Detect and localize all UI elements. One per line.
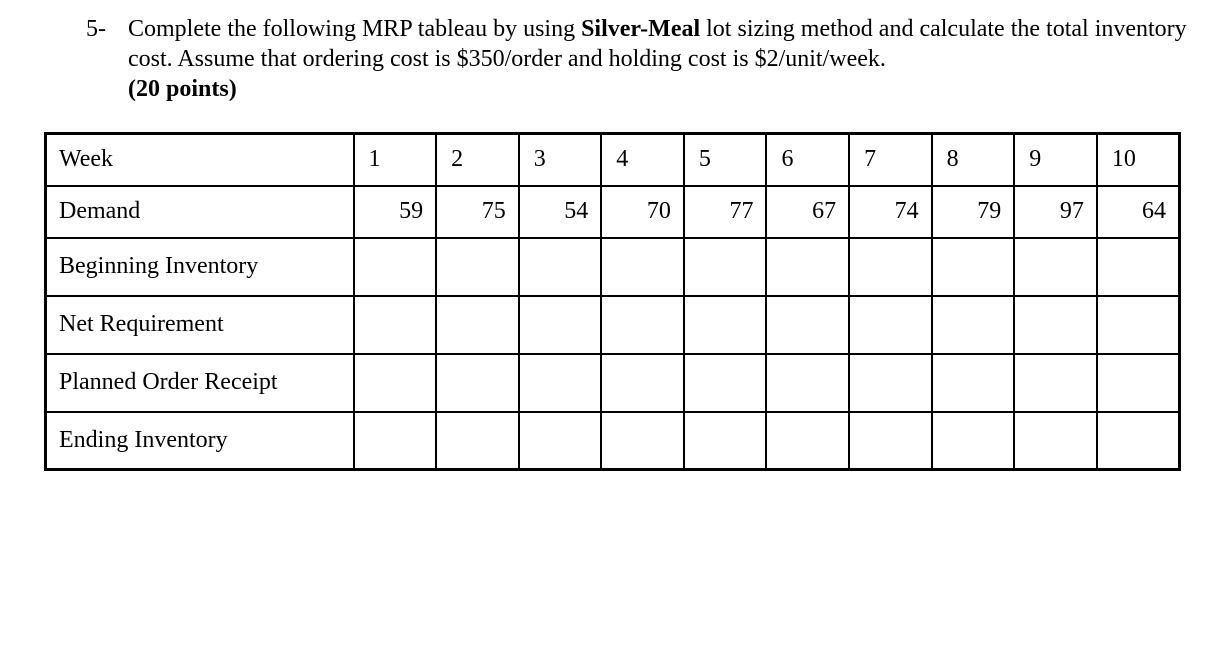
net-requirement-cell[interactable] — [1097, 296, 1180, 354]
ending-inventory-cell[interactable] — [354, 412, 437, 470]
ending-inventory-cell[interactable] — [436, 412, 519, 470]
net-requirement-cell[interactable] — [766, 296, 849, 354]
question-points: (20 points) — [128, 76, 237, 102]
net-requirement-row — [46, 296, 1180, 354]
demand-1: 59 — [354, 186, 437, 238]
beginning-inventory-cell[interactable] — [684, 238, 767, 296]
demand-6: 67 — [766, 186, 849, 238]
planned-order-receipt-row — [46, 354, 1180, 412]
beginning-inventory-cell[interactable] — [436, 238, 519, 296]
demand-8: 79 — [932, 186, 1015, 238]
beginning-inventory-cell[interactable] — [354, 238, 437, 296]
week-2: 2 — [436, 134, 519, 186]
beginning-inventory-cell[interactable] — [849, 238, 932, 296]
beginning-inventory-cell[interactable] — [932, 238, 1015, 296]
planned-order-receipt-cell[interactable] — [1097, 354, 1180, 412]
question-number: 5- — [86, 16, 106, 42]
planned-order-receipt-cell[interactable] — [932, 354, 1015, 412]
question-method: Silver-Meal — [581, 16, 701, 42]
week-5: 5 — [684, 134, 767, 186]
ending-inventory-cell[interactable] — [1097, 412, 1180, 470]
week-1: 1 — [354, 134, 437, 186]
demand-5: 77 — [684, 186, 767, 238]
demand-4: 70 — [601, 186, 684, 238]
planned-order-receipt-cell[interactable] — [684, 354, 767, 412]
net-requirement-cell[interactable] — [601, 296, 684, 354]
planned-order-receipt-cell[interactable] — [354, 354, 437, 412]
demand-3: 54 — [519, 186, 602, 238]
ending-inventory-cell[interactable] — [519, 412, 602, 470]
week-10: 10 — [1097, 134, 1180, 186]
planned-order-receipt-cell[interactable] — [436, 354, 519, 412]
beginning-inventory-cell[interactable] — [1097, 238, 1180, 296]
net-requirement-cell[interactable] — [354, 296, 437, 354]
planned-order-receipt-cell[interactable] — [1014, 354, 1097, 412]
net-requirement-cell[interactable] — [519, 296, 602, 354]
planned-order-receipt-label: Planned Order Receipt — [46, 354, 354, 412]
demand-9: 97 — [1014, 186, 1097, 238]
question-text-after: lot sizing method and calculate the total inventory cost. Assume that ordering cost is $350/order and holding cost is $2/unit/week. — [128, 16, 1187, 72]
planned-order-receipt-cell[interactable] — [766, 354, 849, 412]
planned-order-receipt-cell[interactable] — [849, 354, 932, 412]
demand-10: 64 — [1097, 186, 1180, 238]
net-requirement-cell[interactable] — [849, 296, 932, 354]
ending-inventory-cell[interactable] — [766, 412, 849, 470]
demand-row — [46, 186, 1180, 238]
net-requirement-cell[interactable] — [1014, 296, 1097, 354]
week-7: 7 — [849, 134, 932, 186]
week-6: 6 — [766, 134, 849, 186]
net-requirement-label: Net Requirement — [46, 296, 354, 354]
beginning-inventory-cell[interactable] — [766, 238, 849, 296]
planned-order-receipt-cell[interactable] — [519, 354, 602, 412]
demand-7: 74 — [849, 186, 932, 238]
ending-inventory-cell[interactable] — [932, 412, 1015, 470]
question-text-before: Complete the following MRP tableau by using — [128, 16, 582, 42]
week-label: Week — [46, 134, 354, 186]
ending-inventory-row — [46, 412, 1180, 470]
beginning-inventory-label: Beginning Inventory — [46, 238, 354, 296]
net-requirement-cell[interactable] — [932, 296, 1015, 354]
mrp-table — [44, 132, 1181, 471]
week-8: 8 — [932, 134, 1015, 186]
beginning-inventory-row — [46, 238, 1180, 296]
ending-inventory-cell[interactable] — [601, 412, 684, 470]
demand-2: 75 — [436, 186, 519, 238]
week-row — [46, 134, 1180, 186]
net-requirement-cell[interactable] — [436, 296, 519, 354]
planned-order-receipt-cell[interactable] — [601, 354, 684, 412]
demand-label: Demand — [46, 186, 354, 238]
ending-inventory-cell[interactable] — [1014, 412, 1097, 470]
week-3: 3 — [519, 134, 602, 186]
week-4: 4 — [601, 134, 684, 186]
ending-inventory-label: Ending Inventory — [46, 412, 354, 470]
beginning-inventory-cell[interactable] — [1014, 238, 1097, 296]
ending-inventory-cell[interactable] — [684, 412, 767, 470]
week-9: 9 — [1014, 134, 1097, 186]
net-requirement-cell[interactable] — [684, 296, 767, 354]
ending-inventory-cell[interactable] — [849, 412, 932, 470]
beginning-inventory-cell[interactable] — [519, 238, 602, 296]
question-text — [128, 14, 1188, 104]
beginning-inventory-cell[interactable] — [601, 238, 684, 296]
